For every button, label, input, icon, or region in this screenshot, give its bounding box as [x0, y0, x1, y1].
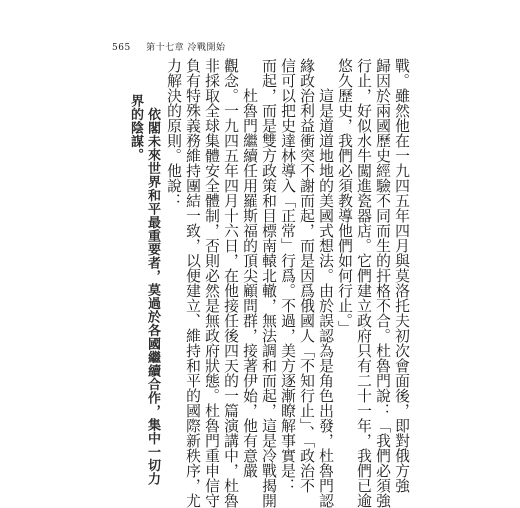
- text-column: 這是道道地地的美國式想法。由於誤認為是角色出發，杜魯門認: [317, 58, 334, 508]
- chapter-label: 第十七章: [146, 43, 185, 53]
- text-column: 行止，好似水牛闖進瓷器店。它們建立政府只有二十一年，我們已逾: [355, 58, 372, 508]
- text-column: 信可以把史達林導入「正常」行爲。不過，美方逐漸瞭解事實是：: [279, 58, 296, 493]
- quote-column: 界的陰謀。: [128, 94, 143, 162]
- text-column: 歸因於兩國歷史經驗不同而生的扞格不合。杜魯門說：「我們必須強: [374, 58, 391, 508]
- text-column: 杜魯門繼續任用羅斯福的頂尖顧問群，接著伊始，他有意嚴: [241, 58, 258, 478]
- chapter-title: 冷戰開始: [187, 43, 226, 53]
- page-number: 565: [112, 43, 131, 53]
- text-column: 戰。雖然他在一九四五年四月與莫洛托夫初次會面後，即對俄方強: [393, 58, 410, 493]
- text-column: 負有特殊義務維持團結一致，以便建立、維持和平的國際新秩序，尤: [184, 58, 201, 508]
- running-header: [112, 40, 225, 53]
- text-column: 而起，而是雙方政策和目標南轅北轍，無法調和而起，這是冷戰揭開: [260, 58, 277, 508]
- text-column: 非採取全球集體安全體制，否則必然是無政府狀態。杜魯門重申信守: [203, 58, 220, 508]
- text-column: 悠久歷史，我們必須教導他們如何行止。」: [336, 58, 353, 336]
- quote-column: 依閣未來世界和平最重要者，莫過於各國繼續合作，集中一切力: [145, 94, 160, 486]
- text-column: 觀念。一九四五年四月十六日，在他接任後四天的一篇演講中，杜魯: [222, 58, 239, 508]
- text-column: 緣政治利益衝突不謝而起，而是因爲俄國人「不知行止」、「政治不: [298, 58, 315, 494]
- text-column: 力解決的原則。他說：: [165, 58, 182, 208]
